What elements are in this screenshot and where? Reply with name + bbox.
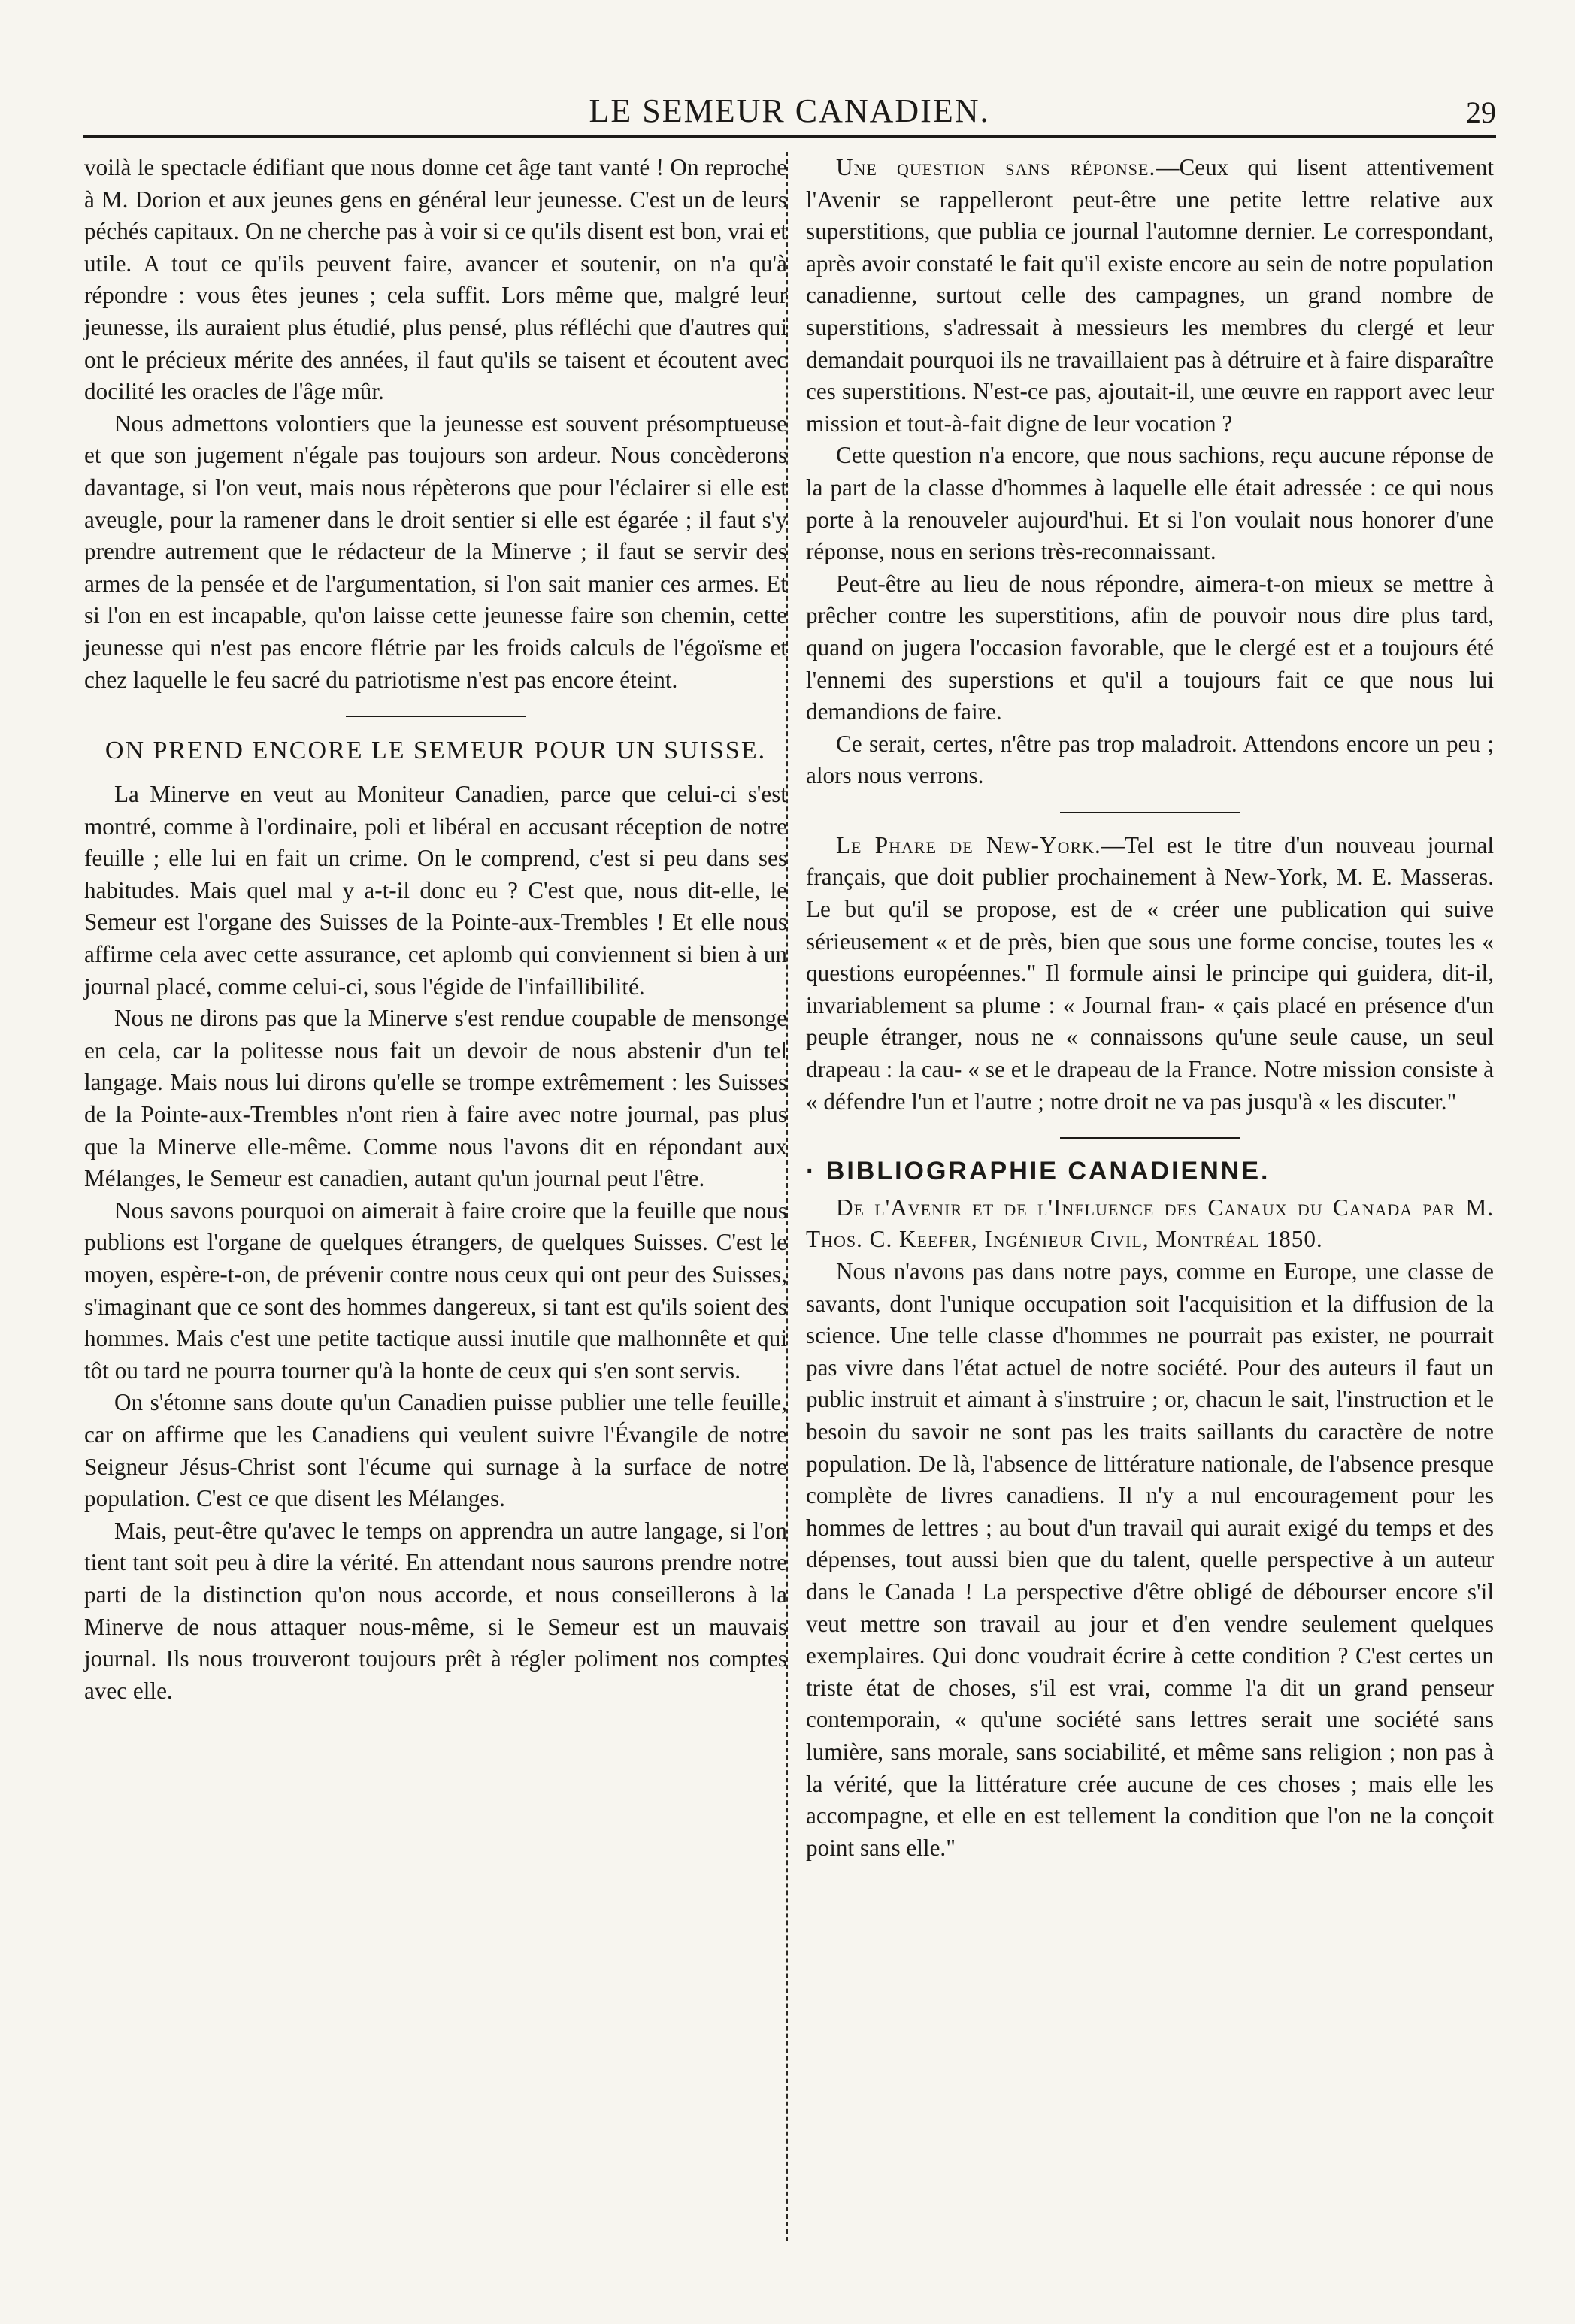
paragraph: voilà le spectacle édifiant que nous donne cet âge tant vanté ! On reproche à M. Dorion et aux jeunes gens en général leur jeunesse. C'est un de leurs péchés capitaux. On ne cherche pas à voir si ce qu'ils disent est bon, vrai et utile. A tout ce qu'ils peuvent faire, avancer et soutenir, on n'a qu'à répondre : vous êtes jeunes ; cela suffit. Lors même que, malgré leur jeunesse, ils auraient plus étudié, plus pensé, plus réfléchi que d'autres qui ont le précieux mérite des années, il faut qu'ils se taisent et écoutent avec docilité les oracles de l'âge mûr. [84,154,787,405]
section-heading: · BIBLIOGRAPHIE CANADIENNE. [806,1157,1271,1186]
paragraph: Cette question n'a encore, que nous sachions, reçu aucune réponse de la part de la classe d'hommes à laquelle elle était adressée : ce qui nous porte à la renouveler aujourd'hui. Et si l'on voulait nous honorer d'une réponse, nous en serions très-reconnaissant. [806,442,1494,565]
paragraph-text: —Ceux qui lisent attentivement l'Avenir se rappelleront peut-être une petite lettre relative aux superstitions, que publia ce journal l'automne dernier. Le correspondant, après avoir constaté le fait qu'il existe encore au sein de notre population canadienne, surtout celle des campagnes, un grand nombre de superstitions, s'adressait à messieurs les membres du clergé et leur demandait pourquoi ils ne travaillaient pas à détruire et à faire disparaître ces superstitions. N'est-ce pas, ajoutait-il, une œuvre en rapport avec leur mission et tout-à-fait digne de leur vocation ? [806,154,1494,437]
paragraph: La Minerve en veut au Moniteur Canadien, parce que celui-ci s'est montré, comme à l'ordinaire, poli et libéral en accusant réception de notre feuille ; elle lui en fait un crime. On le comprend, c'est si peu dans ses habitudes. Mais quel mal y a-t-il donc eu ? C'est que, nous dit-elle, le Semeur est l'organe des Suisses de la Pointe-aux-Trembles ! Et elle nous affirme cela avec cette assurance, cet aplomb qui conviennent si bien à un journal placé, comme celui-ci, sous l'égide de l'infaillibilité. [84,781,787,1000]
page-header [83,84,1496,144]
paragraph [806,152,1494,440]
article-lead: Une question sans réponse. [836,154,1156,180]
header-rule [83,135,1496,138]
left-column [84,152,787,1707]
paragraph: Mais, peut-être qu'avec le temps on apprendra un autre langage, si l'on tient tant soit peu à dire la vérité. En attendant nous saurons prendre notre parti de la distinction qu'on nous accorde, et nous conseillerons à la Minerve de nous attaquer nous-même, si le Semeur est un mauvais journal. Ils nous trouveront toujours prêt à régler poliment nos comptes avec elle. [84,1517,787,1704]
section-rule [346,716,526,717]
column-divider [786,152,788,2241]
section-rule [1060,1137,1240,1139]
right-column [806,152,1494,1864]
paragraph: Ce serait, certes, n'être pas trop maladroit. Attendons encore un peu ; alors nous verrons. [806,730,1494,789]
article-lead: Le Phare de New-York. [836,831,1101,858]
page-number: 29 [1466,95,1496,129]
paragraph-text: —Tel est le titre d'un nouveau journal français, que doit publier prochainement à New-York, M. E. Masseras. Le but qu'il se propose, est de « créer une publication qui suive sérieusement « et de près, bien que sous une forme concise, toutes les « questions européennes." Il formule ainsi le principe qui guidera, dit-il, invariablement sa plume : « Journal fran- « çais placé en présence d'un peuple étranger, nous ne « connaissons qu'une seule cause, un seul drapeau : la cau- « se et le drapeau de la France. Notre mission consiste à « défendre l'un et l'autre ; notre droit ne va pas jusqu'à « les discuter." [806,831,1494,1115]
paragraph: On s'étonne sans doute qu'un Canadien puisse publier une telle feuille, car on affirme que les Canadiens qui veulent suivre l'Évangile de notre Seigneur Jésus-Christ sont l'écume qui surnage à la surface de notre population. C'est ce que disent les Mélanges. [84,1389,787,1512]
newspaper-title: LE SEMEUR CANADIEN. [589,92,990,129]
book-subtitle: De l'Avenir et de l'Influence des Canaux du Canada par M. Thos. C. Keefer, Ingénieur Civil, Montréal 1850. [806,1194,1494,1253]
paragraph: Peut-être au lieu de nous répondre, aimera-t-on mieux se mettre à prêcher contre les superstitions, afin de pouvoir nous dire plus tard, quand on jugera l'occasion favorable, que le clergé est et a toujours été l'ennemi des superstions et qu'il a toujours fait ce que nous lui demandions de faire. [806,570,1494,725]
paragraph: Nous savons pourquoi on aimerait à faire croire que la feuille que nous publions est l'organe de quelques étrangers, de quelques Suisses. C'est le moyen, espère-t-on, de prévenir contre nous ceux qui ont peur des Suisses, s'imaginant que ce sont des hommes dangereux, si tant est qu'ils soient des hommes. Mais c'est une petite tactique aussi inutile que malhonnête et qui tôt ou tard ne pourra tourner qu'à la honte de ceux qui s'en sont servis. [84,1197,787,1384]
paragraph [806,830,1494,1118]
article-headline: ON PREND ENCORE LE SEMEUR POUR UN SUISSE. [104,737,767,765]
paragraph: Nous admettons volontiers que la jeunesse est souvent présomptueuse et que son jugement n'égale pas toujours son ardeur. Nous concèderons davantage, si l'on veut, mais nous répèterons que pour l'éclairer si elle est aveugle, pour la ramener dans le droit sentier si elle est égarée ; il faut s'y prendre autrement que le rédacteur de la Minerve ; il faut se servir des armes de la pensée et de l'argumentation, si l'on sait manier ces armes. Et si l'on en est incapable, qu'on laisse cette jeunesse faire son chemin, cette jeunesse qui n'est pas encore flétrie par les froids calculs de l'égoïsme et chez laquelle le feu sacré du patriotisme n'est pas encore éteint. [84,410,787,693]
paragraph: Nous ne dirons pas que la Minerve s'est rendue coupable de mensonge en cela, car la politesse nous fait un devoir de nous abstenir d'un tel langage. Mais nous lui dirons qu'elle se trompe extrêmement : les Suisses de la Pointe-aux-Trembles n'ont rien à faire avec notre journal, pas plus que la Minerve elle-même. Comme nous l'avons dit en répondant aux Mélanges, le Semeur est canadien, autant qu'un journal peut l'être. [84,1005,787,1192]
section-rule [1060,812,1240,813]
paragraph: Nous n'avons pas dans notre pays, comme en Europe, une classe de savants, dont l'unique occupation soit l'acquisition et la diffusion de la science. Une telle classe d'hommes ne pourrait pas exister, ne pourrait pas vivre dans l'état actuel de notre société. Pour des auteurs il faut un public instruit et aimant à s'instruire ; or, chacun le sait, l'instruction et le besoin du savoir ne sont pas les traits saillants du caractère de notre population. De là, l'absence de littérature nationale, de l'absence presque complète de livres canadiens. Il n'y a nul encouragement pour les hommes de lettres ; au bout d'un travail qui aurait exigé du temps et des dépenses, tout aussi bien que du talent, quelle perspective à un auteur dans le Canada ! La perspective d'être obligé de débourser encore s'il veut mettre son travail au jour et d'en vendre seulement quelques exemplaires. Qui donc voudrait écrire à cette condition ? C'est certes un triste état de choses, s'il est vrai, comme l'a dit un grand penseur contemporain, « qu'une société sans lettres serait une société sans lumière, sans morale, sans sociabilité, et même sans religion ; non pas à la vérité, que la littérature crée aucune de ces choses ; mais elle les accompagne, et elle en est tellement la condition que l'on ne la conçoit point sans elle." [806,1258,1494,1861]
